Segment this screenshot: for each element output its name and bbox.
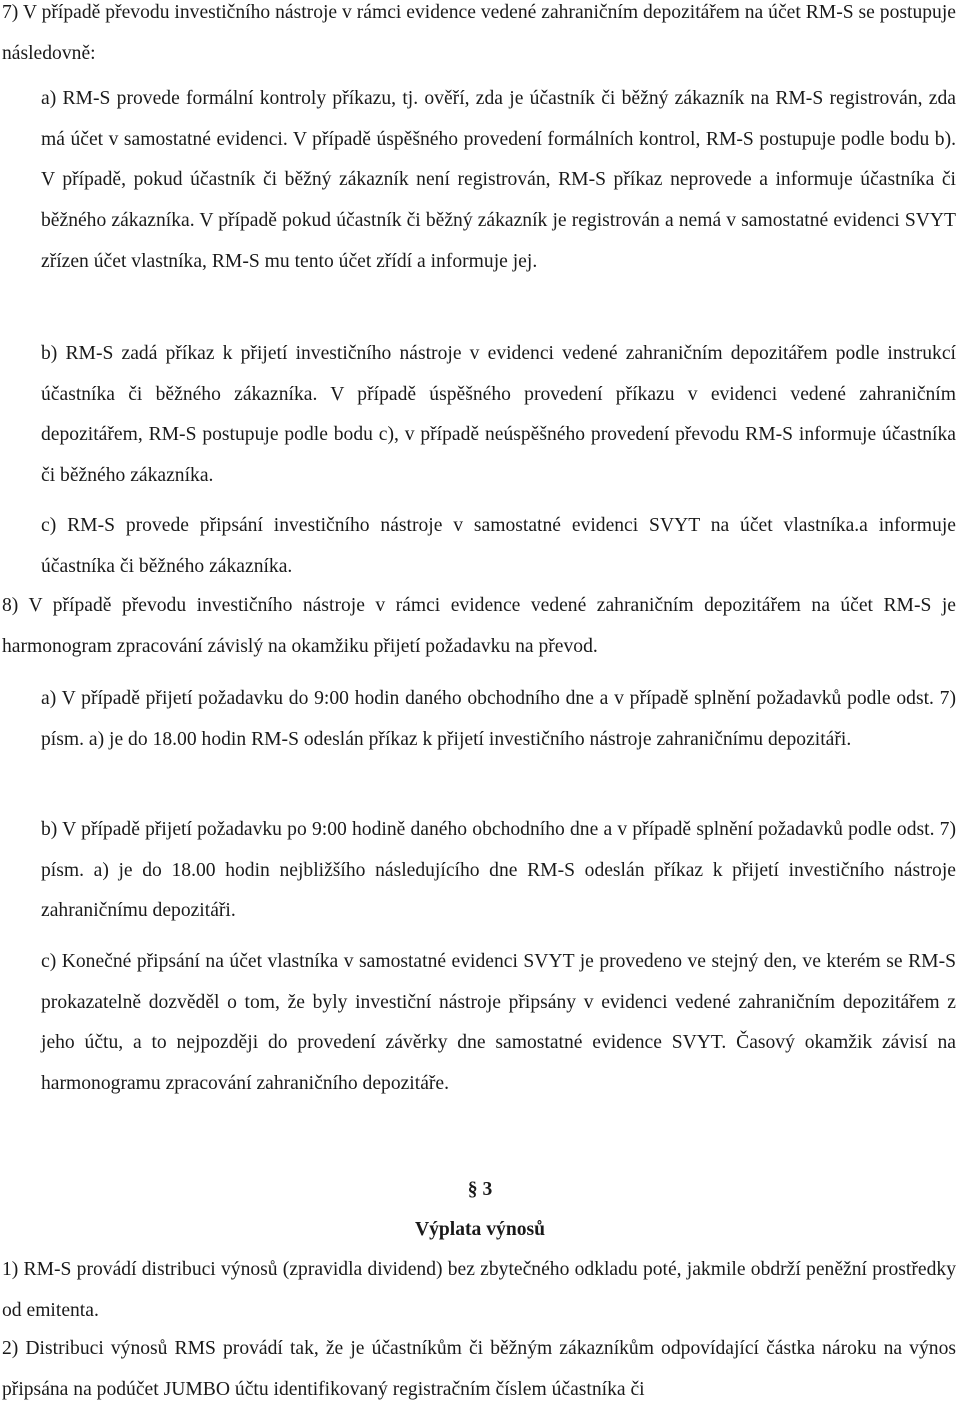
section-title: Výplata výnosů (414, 1219, 546, 1240)
paragraph-8b: b) V případě přijetí požadavku po 9:00 hodině daného obchodního dne a v případě splnění požadavků podle odst. 7) písm. a) je do 18.00 hodin nejbližšího následujícího dne RM-S odeslán příkaz k přijetí investičního nástroje zahraničnímu depozitáři. (41, 819, 956, 922)
paragraph-7-intro: 7) V případě převodu investičního nástroje v rámci evidence vedené zahraničním depozitářem na účet RM-S se postupuje následovně: (2, 2, 956, 64)
paragraph-8c: c) Konečné připsání na účet vlastníka v samostatné evidenci SVYT je provedeno ve stejný den, ve kterém se RM-S prokazatelně dozvěděl o tom, že byly investiční nástroje připsány v evidenci vedené zahraničním depozitářem z jeho účtu, a to nejpozději do provedení závěrky dne samostatné evidence SVYT. Časový okamžik závisí na harmonogramu zpracování zahraničního depozitáře. (41, 951, 956, 1095)
section-3-paragraph-1: 1) RM-S provádí distribuci výnosů (zpravidla dividend) bez zbytečného odkladu poté, jakmile obdrží peněžní prostředky od emitenta. (2, 1259, 956, 1321)
paragraph-7a: a) RM-S provede formální kontroly příkazu, tj. ověří, zda je účastník či běžný zákazník na RM-S registrován, zda má účet v samostatné evidenci. V případě úspěšného provedení formálních kontrol, RM-S postupuje podle bodu b). V případě, pokud účastník či běžný zákazník není registrován, RM-S příkaz neprovede a informuje účastníka či běžného zákazníka. V případě pokud účastník či běžný zákazník je registrován a nemá v samostatné evidenci SVYT zřízen účet vlastníka, RM-S mu tento účet zřídí a informuje jej. (41, 88, 956, 272)
paragraph-7b: b) RM-S zadá příkaz k přijetí investičního nástroje v evidenci vedené zahraničním depozitářem podle instrukcí účastníka či běžného zákazníka. V případě úspěšného provedení příkazu v evidenci vedené zahraničním depozitářem, RM-S postupuje podle bodu c), v případě neúspěšného provedení převodu RM-S informuje účastníka či běžného zákazníka. (41, 343, 956, 487)
section-number: § 3 (467, 1179, 493, 1200)
paragraph-8-intro: 8) V případě převodu investičního nástroje v rámci evidence vedené zahraničním depozitářem na účet RM-S je harmonogram zpracování závislý na okamžiku přijetí požadavku na převod. (2, 595, 956, 657)
section-3-paragraph-2: 2) Distribuci výnosů RMS provádí tak, že je účastníkům či běžným zákazníkům odpovídající částka nároku na výnos připsána na podúčet JUMBO účtu identifikovaný registračním číslem účastníka či (2, 1338, 956, 1400)
paragraph-7c: c) RM-S provede připsání investičního nástroje v samostatné evidenci SVYT na účet vlastníka.a informuje účastníka či běžného zákazníka. (41, 515, 956, 577)
paragraph-8a: a) V případě přijetí požadavku do 9:00 hodin daného obchodního dne a v případě splnění požadavků podle odst. 7) písm. a) je do 18.00 hodin RM-S odeslán příkaz k přijetí investičního nástroje zahraničnímu depozitáři. (41, 688, 956, 750)
